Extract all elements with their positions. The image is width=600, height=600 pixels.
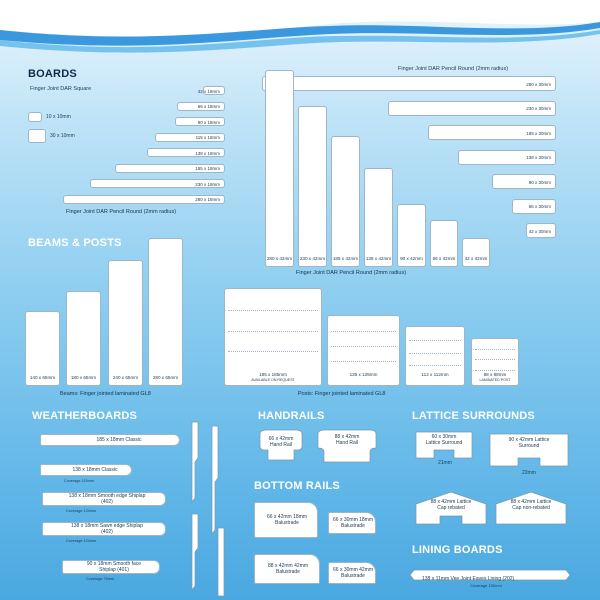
- weatherboard-3-label: 138 x 18mm Smooth edge Shiplap (402): [68, 493, 146, 505]
- board-right-7: [526, 223, 556, 238]
- board-square-small-2: [28, 129, 46, 143]
- board-square-7-label: 230 x 18mm: [195, 181, 220, 187]
- lattice-2-label: 90 x 42mm Lattice Surround: [508, 437, 550, 449]
- boards-heading: BOARDS: [28, 68, 77, 80]
- bottom-rail-4-label: 66 x 30mm 42mm Balustrade: [333, 567, 374, 579]
- board-square-5: [147, 148, 225, 157]
- vertical-board-2: [298, 106, 327, 267]
- handrail-2-label: 88 x 42mm Hand Rail: [334, 434, 360, 446]
- vertical-board-5: [397, 204, 426, 267]
- lattice-heading: LATTICE SURROUNDS: [412, 410, 535, 422]
- weatherboard-4: [42, 522, 166, 536]
- board-square-small-2-label: 30 x 10mm: [50, 133, 75, 139]
- board-right-7-label: 42 x 30mm: [528, 228, 551, 234]
- bottom-rail-3: [254, 554, 320, 584]
- handrails-heading: HANDRAILS: [258, 410, 325, 422]
- boards-right-title: Finger Joint DAR Pencil Round (2mm radius): [398, 66, 509, 72]
- weatherboard-4-cover: Coverage 124mm: [66, 539, 97, 543]
- weatherboard-2-cover: Coverage 115mm: [64, 479, 94, 483]
- lattice-3-label: 88 x 42mm Lattice Cap rebated: [430, 499, 472, 511]
- boards-square-title: Finger Joint DAR Square: [30, 86, 92, 92]
- post-1: [224, 288, 322, 386]
- board-square-3-label: 90 x 18mm: [197, 119, 220, 125]
- board-square-4-label: 115 x 18mm: [195, 135, 220, 140]
- post-4-label: 88 x 88mm: [483, 372, 507, 377]
- lining-1-label: 138 x 11mm Vee Joint Eaves Lining (202): [422, 576, 515, 582]
- post-4-lamination-1: [475, 349, 515, 350]
- post-2: [327, 315, 400, 386]
- weatherboard-5-cover: Coverage 75mm: [86, 577, 115, 581]
- bottom-rails-heading: BOTTOM RAILS: [254, 480, 340, 492]
- post-2-lamination-2: [331, 346, 396, 347]
- lattice-4-label: 88 x 42mm Lattice Cap non-rebated: [510, 499, 552, 511]
- post-2-label: 135 x 135mm: [349, 372, 378, 377]
- board-right-6-label: 66 x 30mm: [528, 204, 551, 209]
- weatherboard-1: [40, 434, 180, 446]
- board-square-6-label: 185 x 18mm: [195, 166, 220, 171]
- weatherboard-1-label: 185 x 18mm Classic: [96, 437, 142, 443]
- vertical-board-6: [430, 220, 458, 267]
- board-right-1: [262, 76, 556, 91]
- lattice-1-label: 60 x 30mm Lattice Surround: [425, 434, 463, 446]
- post-3-label: 112 x 112mm: [421, 372, 449, 377]
- board-right-2-label: 230 x 30mm: [526, 106, 551, 111]
- post-2-lamination-1: [331, 331, 396, 332]
- weatherboard-4-label: 138 x 18mm Sawn edge Shiplap (402): [71, 523, 143, 535]
- beam-4-label: 280 x 65mm: [152, 375, 179, 380]
- board-square-2: [177, 102, 225, 111]
- vertical-boards-caption: Finger Joint DAR Pencil Round (2mm radius): [296, 270, 407, 276]
- board-square-4: [155, 133, 225, 142]
- beam-1-label: 140 x 65mm: [29, 375, 56, 380]
- beams-posts-heading: BEAMS & POSTS: [28, 237, 122, 249]
- beam-3: [108, 260, 143, 386]
- post-4: [471, 338, 519, 386]
- board-right-4: [458, 150, 556, 165]
- board-right-4-label: 138 x 30mm: [526, 155, 551, 160]
- bottom-rail-2: [328, 512, 376, 534]
- vertical-board-5-label: 90 x 42mm: [400, 256, 423, 261]
- vertical-board-1-label: 280 x 42mm: [266, 256, 293, 261]
- post-1-note: AVAILABLE ON REQUEST: [251, 378, 295, 382]
- board-right-5-label: 90 x 30mm: [528, 179, 551, 185]
- vertical-board-3: [331, 136, 360, 267]
- post-3-lamination-3: [409, 365, 461, 366]
- post-2-lamination-3: [331, 361, 396, 362]
- beam-4: [148, 238, 183, 386]
- post-1-lamination-3: [228, 351, 318, 352]
- weatherboard-5-label: 90 x 18mm Smooth face Shiplap (401): [86, 561, 142, 573]
- board-right-2: [388, 101, 556, 116]
- post-4-note: LAMINATED POST: [479, 378, 511, 382]
- beam-2: [66, 291, 101, 386]
- board-square-8-label: 280 x 18mm: [195, 197, 220, 202]
- board-square-7: [90, 179, 225, 188]
- vertical-board-7: [462, 238, 490, 267]
- vertical-board-4: [364, 168, 393, 267]
- board-square-8: [63, 195, 225, 204]
- board-right-1-label: 280 x 30mm: [526, 81, 551, 87]
- vertical-board-1: [265, 70, 294, 267]
- board-square-3: [175, 117, 225, 126]
- post-4-lamination-2: [475, 359, 515, 360]
- board-square-small-1: [28, 112, 42, 122]
- weatherboard-2: [40, 464, 132, 476]
- beam-1: [25, 311, 60, 386]
- vertical-board-4-label: 138 x 42mm: [365, 256, 392, 261]
- lining-1-cover: Coverage 130mm: [470, 583, 502, 588]
- boards-pencil-caption: Finger Joint DAR Pencil Round (2mm radius): [66, 209, 177, 215]
- board-square-2-label: 66 x 18mm: [197, 104, 220, 109]
- weatherboard-3-cover: Coverage 124mm: [66, 509, 97, 513]
- lining-heading: LINING BOARDS: [412, 544, 503, 556]
- board-right-5: [492, 174, 556, 189]
- weatherboard-5: [62, 560, 160, 574]
- post-1-lamination-1: [228, 310, 318, 311]
- weatherboard-profiles-icon: [188, 418, 232, 600]
- post-4-lamination-3: [475, 370, 515, 371]
- post-3: [405, 326, 465, 386]
- beams-caption: Beams: Finger jointed laminated GL8: [60, 391, 151, 397]
- bottom-rail-2-label: 66 x 30mm 18mm Balustrade: [333, 517, 374, 529]
- bottom-rail-3-label: 88 x 42mm 42mm Balustrade: [267, 563, 308, 575]
- beam-2-label: 180 x 65mm: [70, 375, 97, 380]
- vertical-board-7-label: 42 x 42mm: [464, 256, 488, 261]
- vertical-board-6-label: 66 x 42mm: [432, 256, 456, 261]
- weatherboards-heading: WEATHERBOARDS: [32, 410, 138, 422]
- bottom-rail-1-label: 66 x 42mm 18mm Balustrade: [266, 514, 307, 526]
- bottom-rail-1: [254, 502, 318, 538]
- board-right-6: [512, 199, 556, 214]
- vertical-board-3-label: 185 x 42mm: [332, 256, 359, 261]
- lattice-2-gap: 22mm: [522, 470, 536, 476]
- handrail-1-label: 66 x 42mm Hand Rail: [268, 436, 294, 448]
- board-square-6: [115, 164, 225, 173]
- weatherboard-3: [42, 492, 166, 506]
- board-right-3-label: 185 x 30mm: [526, 130, 551, 136]
- post-3-lamination-2: [409, 353, 461, 354]
- weatherboard-2-label: 138 x 18mm Classic: [72, 467, 118, 473]
- lattice-1-gap: 21mm: [438, 460, 452, 466]
- board-square-5-label: 138 x 18mm: [195, 150, 220, 156]
- board-square-1-label: 42 x 18mm: [197, 88, 220, 94]
- post-1-lamination-2: [228, 331, 318, 332]
- beam-3-label: 240 x 65mm: [112, 375, 139, 380]
- vertical-board-2-label: 230 x 42mm: [299, 256, 326, 261]
- board-right-3: [428, 125, 556, 140]
- posts-caption: Posts: Finger jointed laminated GL8: [298, 391, 386, 397]
- bottom-rail-4: [328, 562, 376, 584]
- board-square-small-1-label: 10 x 10mm: [46, 114, 71, 120]
- post-3-lamination-1: [409, 340, 461, 341]
- post-1-label: 185 x 185mm: [259, 372, 287, 377]
- board-square-1: [197, 86, 225, 95]
- handrail-2-profile: [314, 426, 380, 466]
- header-wave: [0, 0, 600, 60]
